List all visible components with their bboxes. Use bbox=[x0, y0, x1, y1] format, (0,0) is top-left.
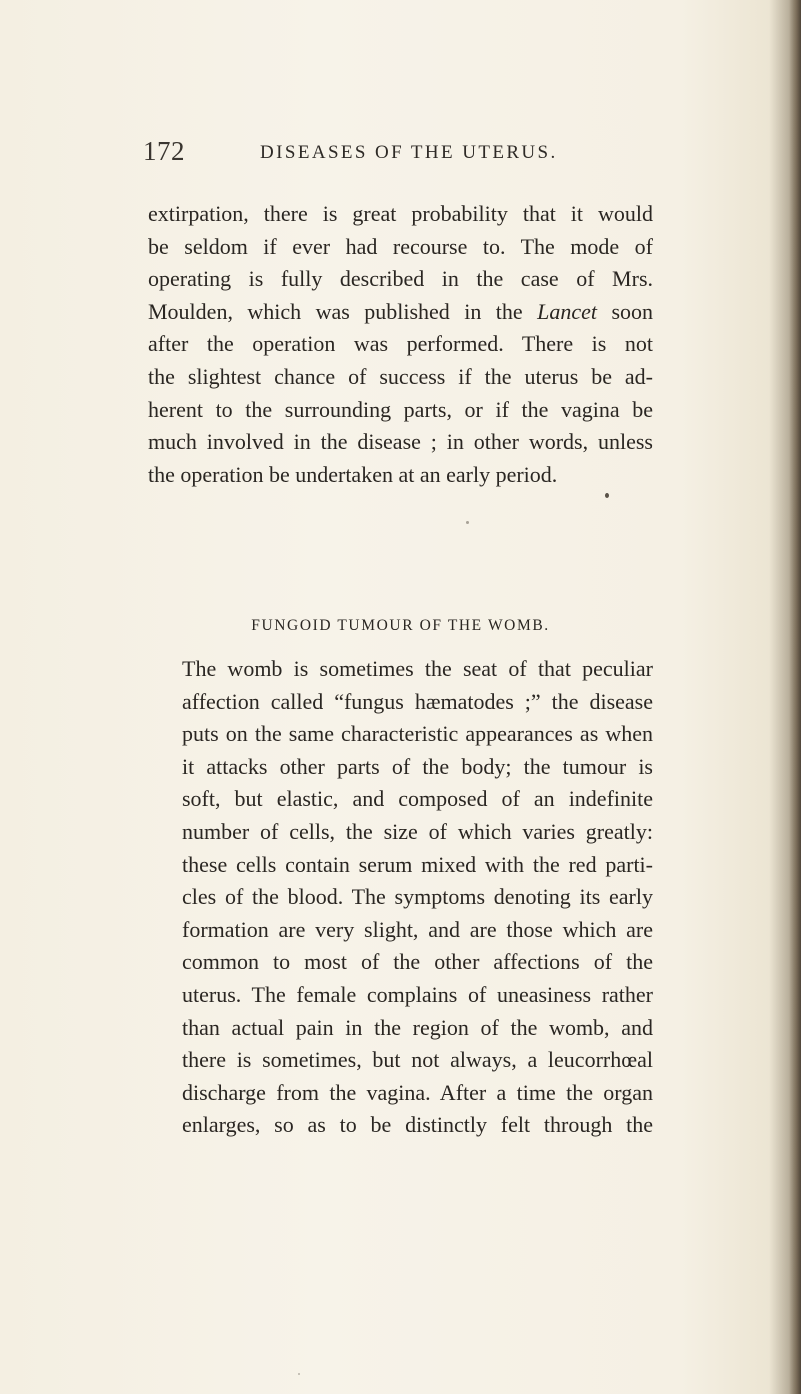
text-line: there is sometimes, but not always, a leucorrhœal bbox=[182, 1047, 653, 1073]
text-line: extirpation, there is great probability that it would bbox=[148, 201, 653, 226]
text-line: discharge from the vagina. After a time the organ bbox=[182, 1079, 653, 1105]
text-line: the slightest chance of success if the uterus be ad- bbox=[148, 363, 653, 389]
text-line: these cells contain serum mixed with the red parti- bbox=[182, 851, 653, 877]
text-line: enlarges, so as to be distinctly felt through the bbox=[182, 1112, 653, 1138]
paragraph-extirpation bbox=[148, 198, 653, 491]
text-line-with-italic bbox=[148, 296, 653, 329]
section-heading: FUNGOID TUMOUR OF THE WOMB. bbox=[251, 617, 550, 634]
page-edge-shadow bbox=[789, 0, 801, 1394]
text-line: number of cells, the size of which varies greatly: bbox=[182, 818, 653, 844]
text-line: the operation be undertaken at an early period. bbox=[148, 461, 558, 487]
running-head: DISEASES OF THE UTERUS. bbox=[260, 142, 558, 163]
paragraph-fungoid-tumour bbox=[148, 653, 653, 1142]
text-line: The womb is sometimes the seat of that peculiar bbox=[182, 656, 653, 681]
page-number: 172 bbox=[143, 136, 185, 166]
text-line: operating is fully described in the case of Mrs. bbox=[148, 266, 653, 292]
paper-speck bbox=[605, 493, 609, 498]
text-line: after the operation was performed. There is not bbox=[148, 331, 653, 357]
text-line: uterus. The female complains of uneasiness rather bbox=[182, 981, 653, 1007]
italic-journal-name: Lancet bbox=[537, 298, 597, 324]
text-fragment: Moulden, which was published in the bbox=[148, 298, 523, 324]
text-line: than actual pain in the region of the womb, and bbox=[182, 1014, 653, 1040]
text-line: soft, but elastic, and composed of an indefinite bbox=[182, 786, 653, 812]
text-line: common to most of the other affections of the bbox=[182, 949, 653, 975]
text-line: puts on the same characteristic appearances as when bbox=[182, 721, 653, 747]
text-line: herent to the surrounding parts, or if the vagina be bbox=[148, 396, 653, 422]
paper-speck bbox=[466, 521, 469, 524]
text-line: much involved in the disease ; in other words, unless bbox=[148, 429, 653, 455]
text-line: affection called “fungus hæmatodes ;” the disease bbox=[182, 688, 653, 714]
page-header bbox=[143, 136, 663, 176]
text-fragment: soon bbox=[611, 298, 654, 324]
text-line: cles of the blood. The symptoms denoting its early bbox=[182, 884, 653, 910]
paper-speck bbox=[298, 1373, 300, 1375]
text-line: it attacks other parts of the body; the tumour is bbox=[182, 753, 653, 779]
text-line: be seldom if ever had recourse to. The mode of bbox=[148, 233, 653, 259]
text-line: formation are very slight, and are those which are bbox=[182, 916, 653, 942]
